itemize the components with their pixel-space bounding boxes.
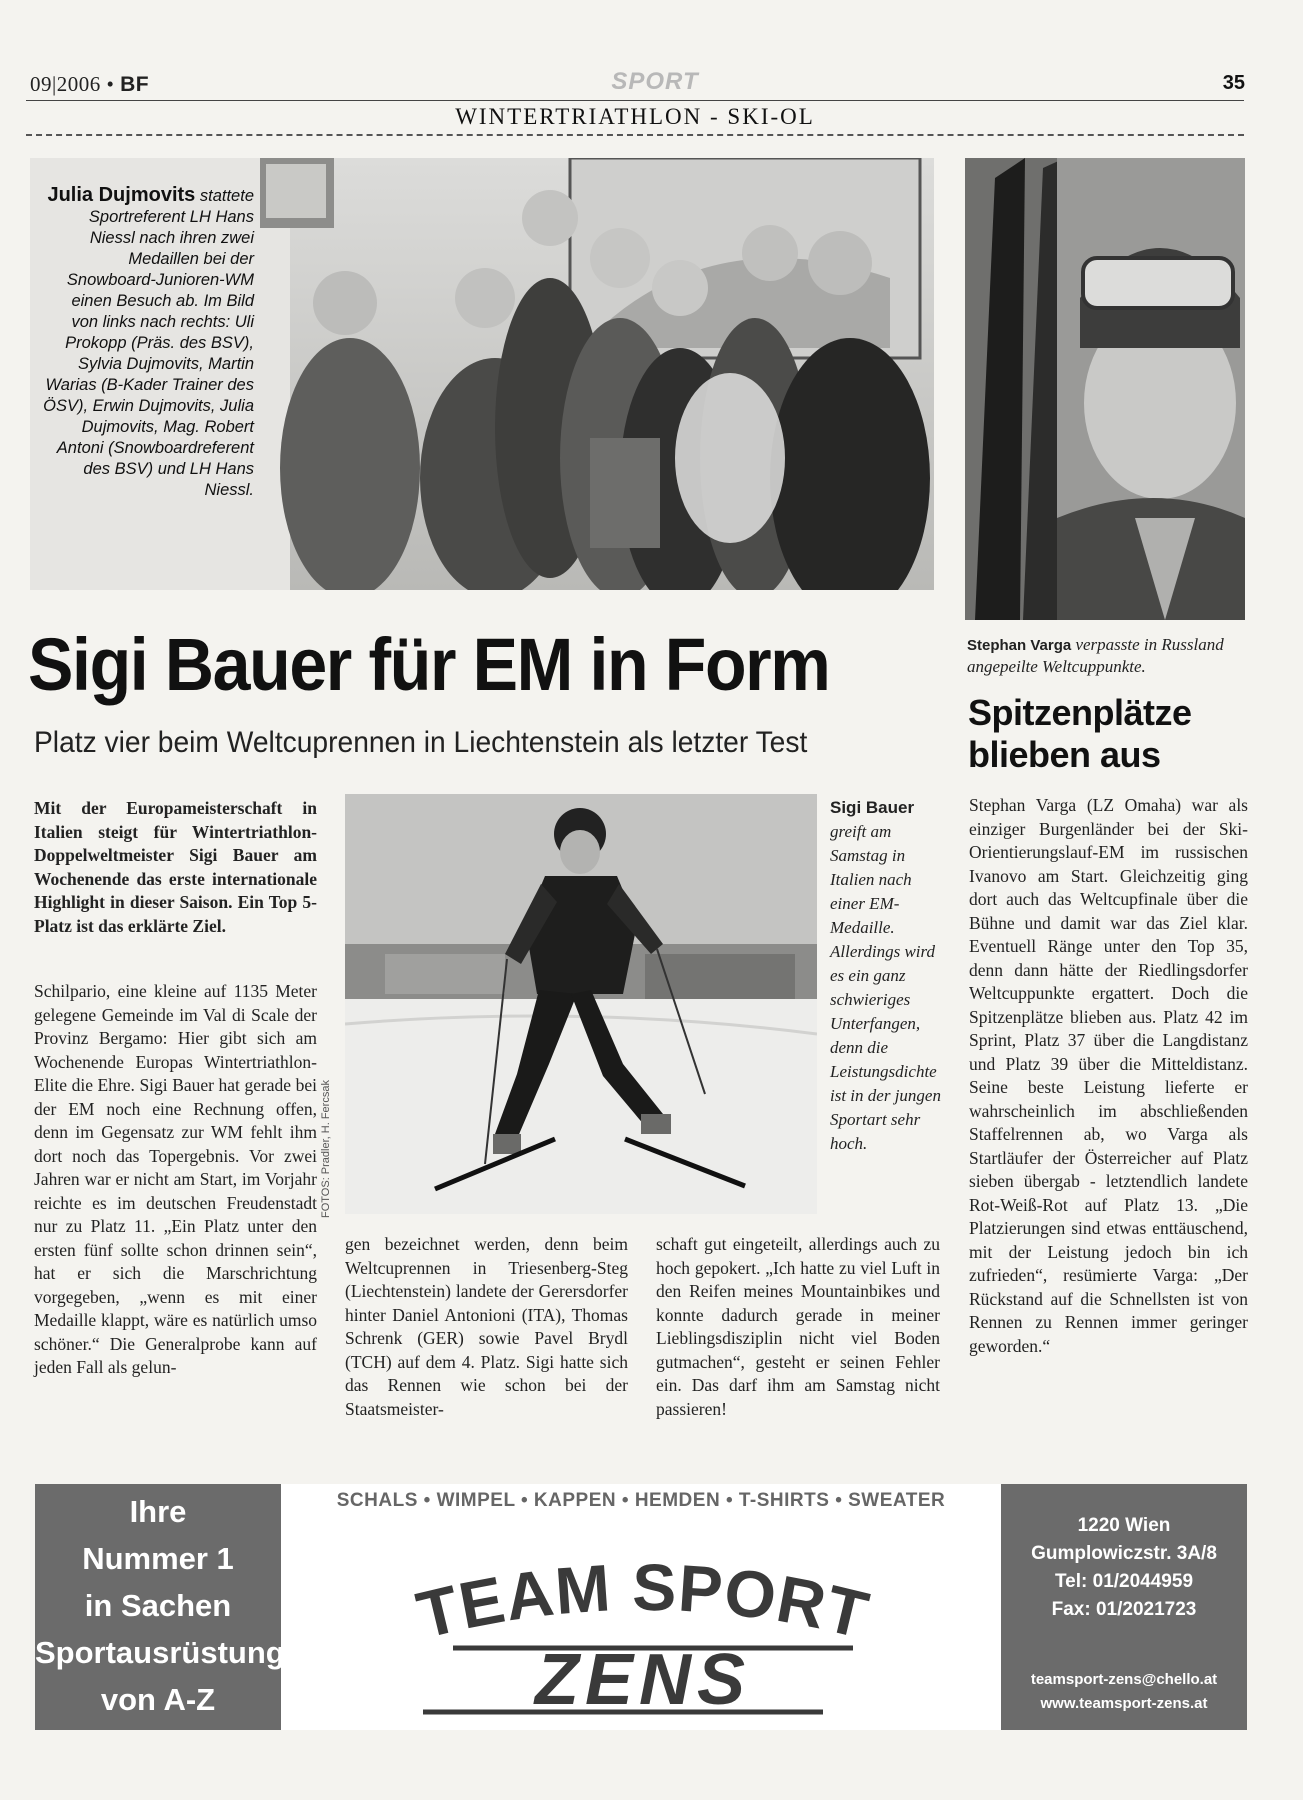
article-lead: Mit der Europameisterschaft in Italien steigt für Wintertriathlon-Doppelweltmeister Sigi Bauer am Wochenende das erste internationale Highlight in dieser Saison. Ein Top 5-Platz ist das erklärte Ziel. [34, 798, 317, 936]
logo-line-2: ZENS [534, 1640, 752, 1716]
header-dashed-rule [26, 134, 1244, 136]
varga-caption-name: Stephan Varga [967, 637, 1072, 654]
publication-name: BF [120, 73, 150, 96]
team-photo-caption [42, 185, 254, 501]
ad-contact-panel [1001, 1484, 1247, 1730]
ad-slogan-line: von A-Z [100, 1682, 216, 1717]
side-article-headline: Spitzenplätze blieben aus [968, 692, 1192, 775]
side-article-body: Stephan Varga (LZ Omaha) war als einziger Burgenländer bei der Ski-Orientierungslauf-EM im russischen Ivanovo am Start. Gleichzeitig ging dort auch das Weltcupfinale über die Bühne und damit war das Ziel klar. Eventuell Ränge unter den Top 35, denn dann hätte der Riedlingsdorfer Weltcuppunkte ergattert. Doch die Spitzenplätze blieben aus. Platz 42 im Sprint, Platz 37 über die Langdistanz und Platz 39 über die Mitteldistanz. Seine beste Leistung lieferte er wahrscheinlich im abschließenden Staffelrennen ab, wo Varga als Startläufer der Österreicher auf Platz sieben übergab - letztendlich landete Rot-Weiß-Rot auf Platz 13. „Die Platzierungen sind etwas enttäuschend, mit der Leistung jedoch bin ich zufrieden“, resümierte Varga: „Der Rückstand auf die Schnellsten ist von Rennen zu Rennen immer geringer geworden.“ [969, 795, 1248, 1356]
team-sport-zens-logo [353, 1536, 933, 1716]
bauer-photo-caption [830, 796, 950, 1156]
varga-photo-caption [967, 634, 1245, 677]
bauer-caption-name: Sigi Bauer [830, 798, 915, 817]
article-subheadline: Platz vier beim Weltcuprennen in Liechtenstein als letzter Test [34, 726, 808, 759]
logo-line-1 [410, 1550, 876, 1653]
ad-email: teamsport-zens@chello.at [1030, 1671, 1218, 1688]
ad-address-line: 1220 Wien [1077, 1515, 1171, 1536]
team-caption-text: stattete Sportreferent LH Hans Niessl nach ihren zwei Medaillen bei der Snowboard-Junioren-WM einen Besuch ab. Im Bild von links nach rechts: Uli Prokopp (Präs. des BSV), Sylvia Dujmovits, Martin Warias (B-Kader Trainer des ÖSV), Erwin Dujmovits, Julia Dujmovits, Mag. Robert Antoni (Snowboardreferent des BSV) und LH Hans Niessl. [43, 187, 254, 499]
ad-phone: Tel: 01/2044959 [1054, 1571, 1194, 1592]
page-number: 35 [1222, 72, 1245, 94]
ad-address-line: Gumplowiczstr. 3A/8 [1031, 1543, 1217, 1564]
team-caption-name: Julia Dujmovits [47, 184, 196, 206]
varga-photo-image [965, 158, 1245, 620]
ad-online [1001, 1668, 1247, 1716]
bauer-photo [345, 794, 817, 1214]
section-title: SPORT [611, 68, 699, 95]
logo-line-1-path: TEAM SPORT [410, 1549, 876, 1653]
ad-slogan-line: Ihre [129, 1494, 187, 1529]
ad-slogan-panel [35, 1484, 285, 1730]
article-headline: Sigi Bauer für EM in Form [28, 623, 830, 706]
ad-fax: Fax: 01/2021723 [1051, 1599, 1197, 1620]
article-column-2: gen bezeichnet werden, denn beim Weltcuprennen in Triesenberg-Steg (Liechtenstein) landete der Gerersdorfer hinter Daniel Antonioni (ITA), Thomas Schrenk (GER) sowie Pavel Brydl (TCH) auf dem 4. Platz. Sigi hatte sich das Rennen wie schon bei der Staatsmeister- [345, 1234, 628, 1419]
bauer-caption-text: greift am Samstag in Italien nach einer EM-Medaille. Allerdings wird es ein ganz schwieriges Unterfangen, denn die Leistungsdichte ist in der jungen Sportart sehr hoch. [830, 822, 941, 1153]
varga-photo [965, 158, 1245, 620]
ad-slogan-line: in Sachen [84, 1588, 232, 1623]
article-column-1: Schilpario, eine kleine auf 1135 Meter gelegene Gemeinde im Val di Scale der Provinz Bergamo: Hier gibt sich am Wochenende Europas Wintertriathlon-Elite die Ehre. Sigi Bauer hat gerade bei der EM noch eine Rechnung offen, denn im Gegensatz zur WM fehlt ihm dort noch das Topergebnis. Vor zwei Jahren war er nicht am Start, im Vorjahr reichte es im deutschen Freudenstadt nur zu Platz 11. „Ein Platz unter den ersten fünf sollte schon drinnen sein“, hat er sich die Marschrichtung vorgegeben, „wenn es mit einer Medaille klappt, wäre es natürlich umso schöner.“ Die Generalprobe kann auf jeden Fall als gelun- [34, 981, 317, 1377]
bauer-photo-image [345, 794, 817, 1214]
header-rule [26, 100, 1244, 101]
ad-slogan-line: Nummer 1 [82, 1541, 234, 1576]
ad-product-list: SCHALS • WIMPEL • KAPPEN • HEMDEN • T-SHIRTS • SWEATER [336, 1490, 946, 1511]
article-column-3: schaft gut eingeteilt, allerdings auch zu hoch gepokert. „Ich hatte zu viel Luft in den Reifen meines Mountainbikes und konnte dadurch gerade in meiner Lieblingsdisziplin nicht viel Boden gutmachen“, gesteht er seinen Fehler ein. Das darf ihm am Samstag nicht passieren! [656, 1234, 940, 1419]
issue-label [30, 72, 149, 97]
photo-credit: FOTOS: Pradler, H. Fercsak [320, 1080, 332, 1218]
ad-address [1001, 1512, 1247, 1624]
varga-caption-text: verpasste in Russland angepeilte Weltcuppunkte. [967, 635, 1224, 676]
ad-website: www.teamsport-zens.at [1040, 1695, 1208, 1712]
ad-slogan-line: Sportausrüstung [35, 1635, 285, 1670]
issue-bullet: • [106, 72, 115, 96]
topic-title: WINTERTRIATHLON - SKI-OL [455, 104, 815, 129]
issue-date: 09|2006 [30, 72, 101, 96]
advertisement [35, 1484, 1247, 1730]
